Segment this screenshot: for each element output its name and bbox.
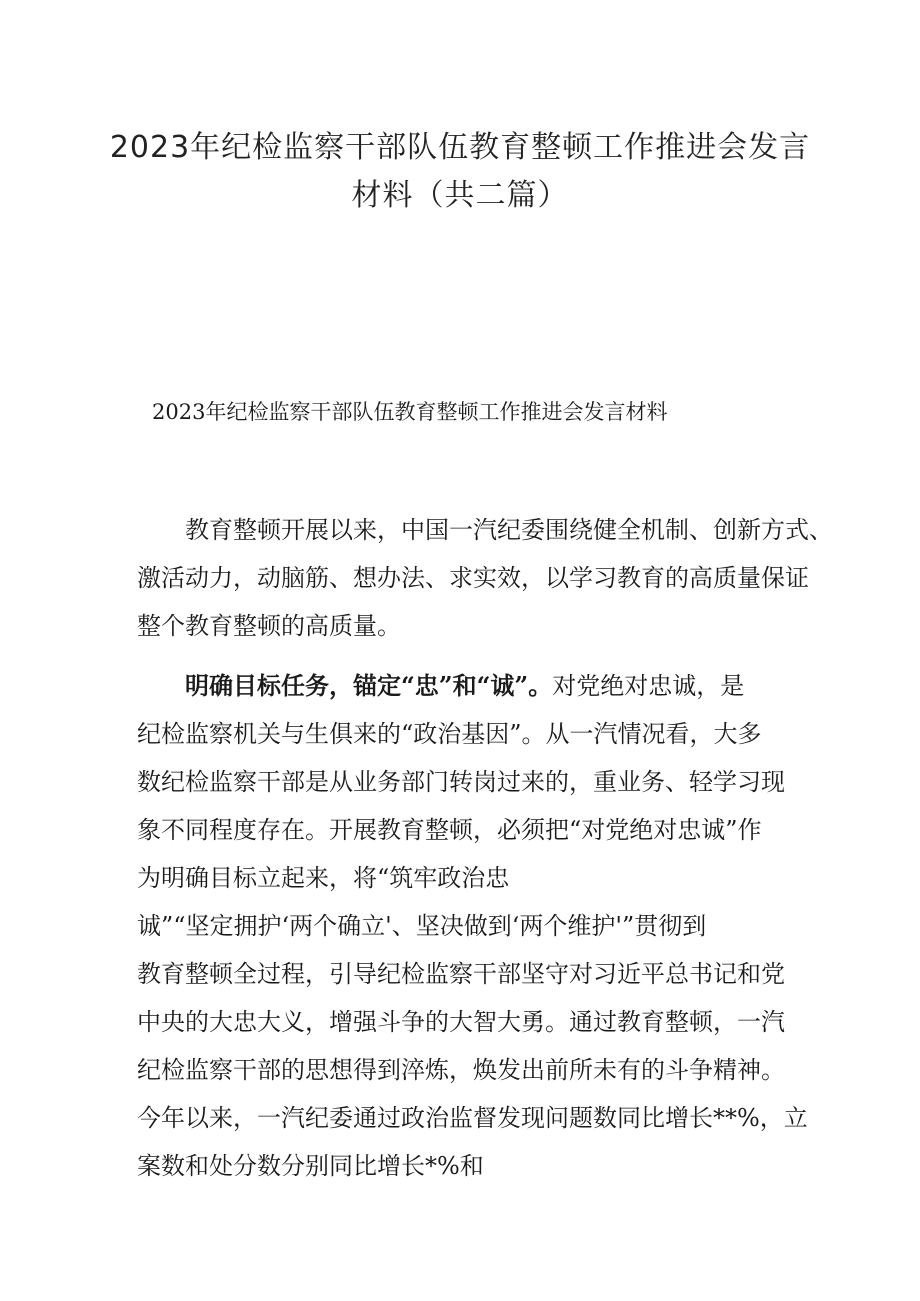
section-heading: 明确目标任务，锚定“忠”和“诚”。 <box>185 671 553 700</box>
paragraph-intro <box>137 506 833 650</box>
paragraph-line: 象不同程度存在。开展教育整顿，必须把“对党绝对忠诚”作 <box>137 816 762 844</box>
section-subtitle: 2023年纪检监察干部队伍教育整顿工作推进会发言材料 <box>152 400 668 424</box>
paragraph-line: 数纪检监察干部是从业务部门转岗过来的，重业务、轻学习现 <box>137 768 785 796</box>
paragraph-line: 激活动力，动脑筋、想办法、求实效，以学习教育的高质量保证 <box>137 564 809 592</box>
title-line-1: 2023年纪检监察干部队伍教育整顿工作推进会发言 <box>109 130 811 165</box>
paragraph-line: 为明确目标立起来，将“筑牢政治忠 <box>137 864 510 892</box>
document-title <box>90 124 830 220</box>
paragraph-text: 对党绝对忠诚，是 <box>552 672 745 700</box>
paragraph-first-line <box>137 662 782 710</box>
paragraph-goals <box>137 662 808 1190</box>
paragraph-line: 纪检监察干部的思想得到淬炼，焕发出前所未有的斗争精神。 <box>137 1056 785 1084</box>
paragraph-line: 整个教育整顿的高质量。 <box>137 612 401 640</box>
paragraph-line: 纪检监察机关与生俱来的“政治基因”。从一汽情况看，大多 <box>137 720 762 748</box>
paragraph-line: 中央的大忠大义，增强斗争的大智大勇。通过教育整顿，一汽 <box>137 1008 785 1036</box>
paragraph-line: 诚”“坚定拥护‘两个确立'、坚决做到‘两个维护'”贯彻到 <box>137 912 707 940</box>
paragraph-line: 教育整顿开展以来，中国一汽纪委围绕健全机制、创新方式、 <box>185 516 833 544</box>
title-line-2: 材料（共二篇） <box>351 178 569 213</box>
paragraph-line: 今年以来，一汽纪委通过政治监督发现问题数同比增长**%，立 <box>137 1104 808 1132</box>
paragraph-line: 教育整顿全过程，引导纪检监察干部坚守对习近平总书记和党 <box>137 960 785 988</box>
paragraph-line: 案数和处分数分别同比增长*%和 <box>137 1152 484 1180</box>
